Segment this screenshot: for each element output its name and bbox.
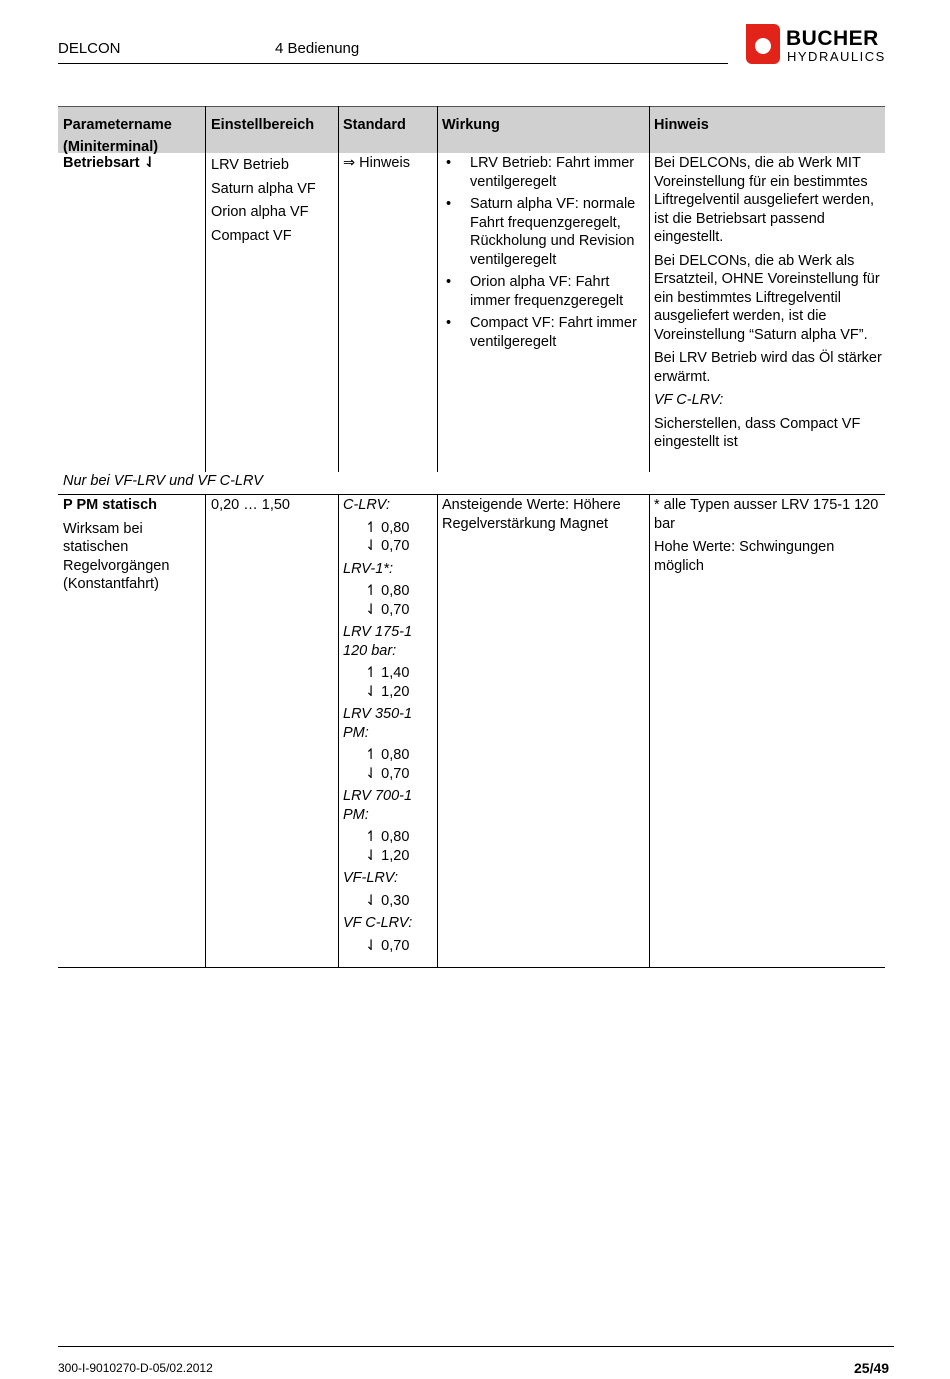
parameter-table bbox=[58, 106, 885, 968]
list-item: Orion alpha VF bbox=[211, 204, 309, 220]
list-item: Saturn alpha VF bbox=[211, 180, 316, 197]
header-product: DELCON bbox=[58, 40, 121, 57]
col-header-standard: Standard bbox=[343, 117, 406, 133]
table-bottom-rule bbox=[58, 967, 885, 968]
betriebsart-notes: Bei DELCONs, die ab Werk MIT Voreinstellung für ein bestimmtes Liftregelventil ausgeliefert werden, ist die Betriebsart passend eingestellt. Bei DELCONs, die ab Werk als Ersatzteil, OHNE Voreinstellung für ein bestimmtes Liftregelventil ausgeliefert werden, ist die Voreinstellung “Saturn alpha VF”. Bei LRV Betrieb wird das Öl stärker erwärmt. VF C-LRV: Sicherstellen, dass Compact VF eingestellt ist bbox=[654, 155, 882, 450]
header-rule bbox=[58, 63, 728, 64]
col-header-note: Hinweis bbox=[654, 117, 709, 133]
ppm-name: P PM statisch Wirksam bei statischen Regelvorgängen (Konstantfahrt) bbox=[63, 497, 170, 592]
col-header-effect: Wirkung bbox=[442, 117, 500, 133]
betriebsart-range bbox=[206, 154, 338, 248]
bucher-logo-icon bbox=[746, 24, 780, 64]
col-header-range: Einstellbereich bbox=[211, 117, 315, 133]
list-item: Compact VF bbox=[211, 227, 292, 244]
logo-name: BUCHER bbox=[786, 27, 879, 50]
col-header-name: Parametername (Miniterminal) bbox=[63, 117, 172, 155]
footer-rule bbox=[58, 1346, 894, 1347]
betriebsart-standard: ⇒ Hinweis bbox=[343, 155, 410, 171]
list-item: • Orion alpha VF: Fahrt immer frequenzgeregelt bbox=[442, 273, 649, 310]
col-divider bbox=[205, 494, 206, 968]
footer-page-number: 25/49 bbox=[854, 1360, 890, 1376]
bucher-logo bbox=[746, 24, 896, 66]
list-item: LRV Betrieb bbox=[211, 157, 289, 173]
list-item: • Saturn alpha VF: normale Fahrt frequenzgeregelt, Rückholung und Revision ventilgeregelt bbox=[442, 195, 649, 269]
section-note: Nur bei VF-LRV und VF C-LRV bbox=[63, 473, 263, 489]
logo-sub: HYDRAULICS bbox=[787, 49, 886, 64]
footer-doc-id: 300-I-9010270-D-05/02.2012 bbox=[58, 1361, 213, 1375]
ppm-standard: C-LRV: ↿ 0,80 ⇃ 0,70 LRV-1*: ↿ 0,80 ⇃ 0,70 LRV 175-1 120 bar: ↿ 1,40 ⇃ 1,20 LRV 350-1 PM: ↿ 0,80 ⇃ 0,70 LRV 700-1 PM: ↿ 0,80 ⇃ 1,20 VF-LRV: ⇃ 0,30 VF C-LRV: ⇃ 0,70 bbox=[343, 497, 413, 954]
list-item: • Compact VF: Fahrt immer ventilgeregelt bbox=[442, 314, 649, 351]
ppm-effect: Ansteigende Werte: Höhere Regelverstärkung Magnet bbox=[442, 497, 621, 532]
ppm-notes: * alle Typen ausser LRV 175-1 120 bar Hohe Werte: Schwingungen möglich bbox=[654, 497, 879, 574]
header-chapter: 4 Bedienung bbox=[275, 40, 360, 57]
betriebsart-name: Betriebsart ⇃ bbox=[63, 155, 156, 171]
betriebsart-effect bbox=[437, 154, 649, 355]
row-divider bbox=[58, 494, 885, 495]
list-item: • LRV Betrieb: Fahrt immer ventilgeregelt bbox=[442, 154, 649, 191]
ppm-range: 0,20 … 1,50 bbox=[211, 497, 290, 513]
